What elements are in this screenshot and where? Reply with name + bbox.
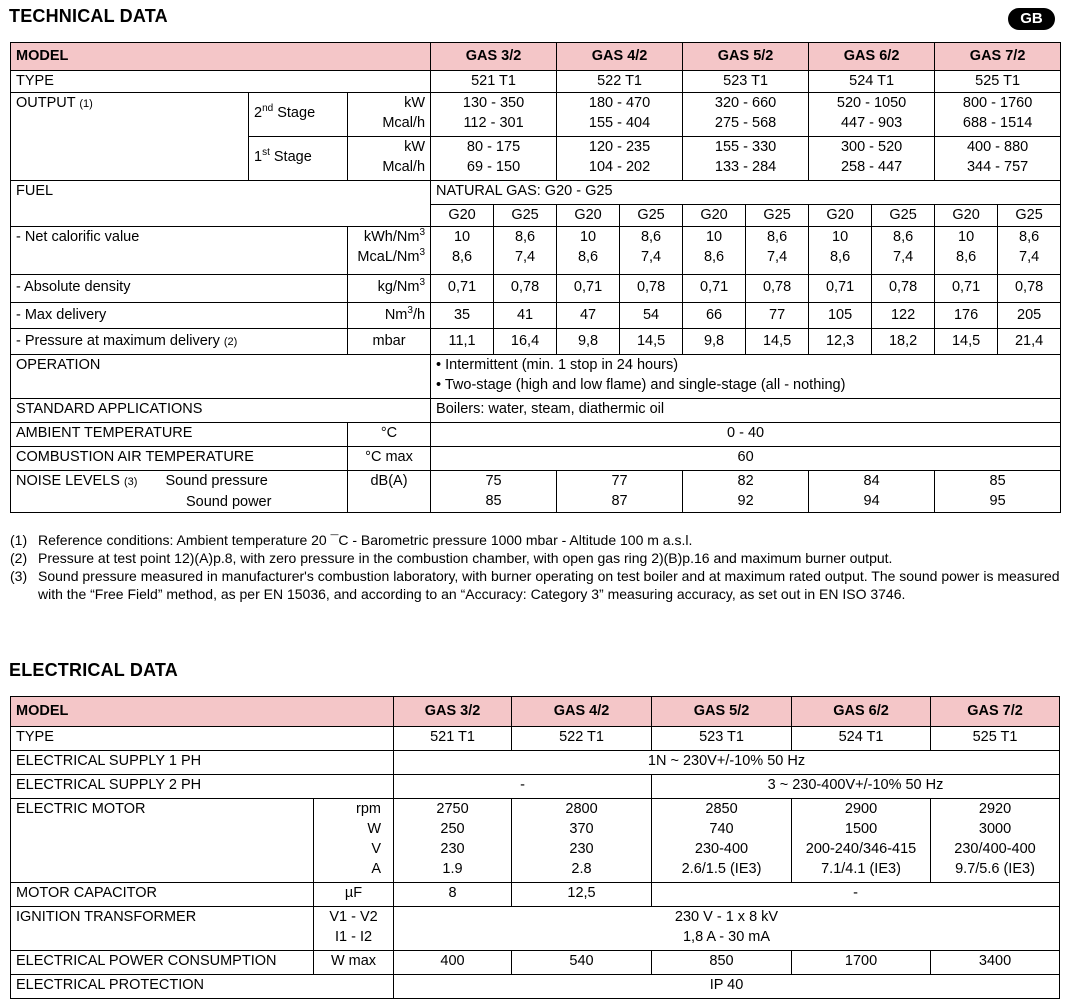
power-value: 400 <box>394 951 512 975</box>
combustion-air-label: COMBUSTION AIR TEMPERATURE <box>11 447 348 471</box>
elec-model-header: GAS 6/2 <box>792 697 931 727</box>
type-value: 523 T1 <box>683 71 809 93</box>
fuel-row <box>11 181 1061 205</box>
type-value: 524 T1 <box>809 71 935 93</box>
supply1-label: ELECTRICAL SUPPLY 1 PH <box>11 751 394 775</box>
pressure-value: 14,5 <box>935 329 998 355</box>
elec-model-label: MODEL <box>11 697 394 727</box>
motor-value: 2800 370 230 2.8 <box>512 799 652 883</box>
output-stage2-row <box>11 93 1061 137</box>
density-value: 0,71 <box>683 275 746 303</box>
capacitor-value: - <box>652 883 1060 907</box>
type-label: TYPE <box>11 71 431 93</box>
ncv-value: 8,6 7,4 <box>494 227 557 275</box>
power-row <box>11 951 1060 975</box>
model-header: GAS 6/2 <box>809 43 935 71</box>
operation-row <box>11 355 1061 399</box>
ignition-label: IGNITION TRANSFORMER <box>11 907 314 951</box>
protection-value: IP 40 <box>394 975 1060 999</box>
elec-model-row <box>11 697 1060 727</box>
footnote: (3) Sound pressure measured in manufacturer's combustion laboratory, with burner operating on test boiler and at maximum rated output. The sound power is measured with the “Free Field” method, as per EN 15036, and according to an “Accuracy: Category 3” measuring accuracy, as set out in EN ISO 3746. <box>10 568 1060 602</box>
supply1-row <box>11 751 1060 775</box>
delivery-row <box>11 303 1061 329</box>
delivery-value: 122 <box>872 303 935 329</box>
ignition-row <box>11 907 1060 951</box>
density-unit: kg/Nm$^3$ <box>348 275 431 303</box>
stage2-value: 320 - 660 275 - 568 <box>683 93 809 137</box>
density-label: - Absolute density <box>11 275 348 303</box>
pressure-value: 14,5 <box>620 329 683 355</box>
elec-type-row <box>11 727 1060 751</box>
combustion-air-unit: °C max <box>348 447 431 471</box>
noise-value: 85 95 <box>935 471 1061 513</box>
gas-header-row <box>11 205 1061 227</box>
model-header: GAS 7/2 <box>935 43 1061 71</box>
footnote: (1) Reference conditions: Ambient temperature 20 ¯C - Barometric pressure 1000 mbar - Altitude 100 m a.s.l. <box>10 532 693 548</box>
combustion-air-value: 60 <box>431 447 1061 471</box>
pressure-value: 12,3 <box>809 329 872 355</box>
supply2-row <box>11 775 1060 799</box>
protection-label: ELECTRICAL PROTECTION <box>11 975 394 999</box>
pressure-value: 9,8 <box>683 329 746 355</box>
stage2-label: 2nd Stage <box>249 93 348 137</box>
model-header: GAS 3/2 <box>431 43 557 71</box>
ncv-label: - Net calorific value <box>11 227 348 275</box>
pressure-value: 11,1 <box>431 329 494 355</box>
density-value: 0,78 <box>998 275 1061 303</box>
electrical-data-title: ELECTRICAL DATA <box>9 660 178 680</box>
ncv-value: 10 8,6 <box>431 227 494 275</box>
power-value: 1700 <box>792 951 931 975</box>
pressure-value: 9,8 <box>557 329 620 355</box>
supply2-label: ELECTRICAL SUPPLY 2 PH <box>11 775 394 799</box>
density-value: 0,71 <box>809 275 872 303</box>
ncv-value: 8,6 7,4 <box>620 227 683 275</box>
ambient-label: AMBIENT TEMPERATURE <box>11 423 348 447</box>
pressure-label: - Pressure at maximum delivery (2) <box>11 329 348 355</box>
motor-value: 2750 250 230 1.9 <box>394 799 512 883</box>
pressure-value: 14,5 <box>746 329 809 355</box>
stage2-value: 180 - 470 155 - 404 <box>557 93 683 137</box>
density-value: 0,78 <box>494 275 557 303</box>
stage2-value: 800 - 1760 688 - 1514 <box>935 93 1061 137</box>
ncv-row <box>11 227 1061 275</box>
delivery-value: 205 <box>998 303 1061 329</box>
gas-header: G20 <box>431 205 494 227</box>
type-row <box>11 71 1061 93</box>
model-label: MODEL <box>11 43 431 71</box>
pressure-row <box>11 329 1061 355</box>
pressure-value: 18,2 <box>872 329 935 355</box>
motor-row <box>11 799 1060 883</box>
capacitor-row <box>11 883 1060 907</box>
gas-header: G25 <box>746 205 809 227</box>
ignition-value: 230 V - 1 x 8 kV 1,8 A - 30 mA <box>394 907 1060 951</box>
delivery-label: - Max delivery <box>11 303 348 329</box>
noise-value: 75 85 <box>431 471 557 513</box>
stage1-value: 155 - 330 133 - 284 <box>683 137 809 181</box>
standard-label: STANDARD APPLICATIONS <box>11 399 431 423</box>
elec-type-value: 524 T1 <box>792 727 931 751</box>
gas-header: G20 <box>557 205 620 227</box>
ncv-value: 8,6 7,4 <box>998 227 1061 275</box>
technical-data-table <box>10 42 1061 513</box>
ncv-value: 10 8,6 <box>935 227 998 275</box>
ignition-units: V1 - V2 I1 - I2 <box>314 907 394 951</box>
stage1-value: 300 - 520 258 - 447 <box>809 137 935 181</box>
delivery-value: 66 <box>683 303 746 329</box>
combustion-air-row <box>11 447 1061 471</box>
power-unit: W max <box>314 951 394 975</box>
ncv-value: 10 8,6 <box>809 227 872 275</box>
power-value: 540 <box>512 951 652 975</box>
gas-header: G25 <box>872 205 935 227</box>
operation-label: OPERATION <box>11 355 431 399</box>
supply2-value: 3 ~ 230-400V+/-10% 50 Hz <box>652 775 1060 799</box>
ambient-value: 0 - 40 <box>431 423 1061 447</box>
stage1-label: 1st Stage <box>249 137 348 181</box>
density-value: 0,78 <box>872 275 935 303</box>
elec-type-value: 522 T1 <box>512 727 652 751</box>
operation-value <box>431 355 1061 399</box>
ncv-value: 8,6 7,4 <box>746 227 809 275</box>
ambient-row <box>11 423 1061 447</box>
stage1-units: kW Mcal/h <box>348 137 431 181</box>
stage1-value: 400 - 880 344 - 757 <box>935 137 1061 181</box>
language-badge: GB <box>1008 8 1055 30</box>
operation-item: • Two-stage (high and low flame) and single-stage (all - nothing) <box>436 375 1055 395</box>
technical-data-title: TECHNICAL DATA <box>9 6 168 26</box>
density-value: 0,71 <box>557 275 620 303</box>
noise-label: NOISE LEVELS (3) Sound pressure Sound power <box>11 471 348 513</box>
gas-header: G25 <box>998 205 1061 227</box>
footnote: (2) Pressure at test point 12)(A)p.8, with zero pressure in the combustion chamber, with open gas ring 2)(B)p.16 and maximum burner output. <box>10 550 893 566</box>
stage1-value: 120 - 235 104 - 202 <box>557 137 683 181</box>
fuel-label: FUEL <box>11 181 431 205</box>
pressure-unit: mbar <box>348 329 431 355</box>
power-value: 3400 <box>931 951 1060 975</box>
gas-header: G20 <box>683 205 746 227</box>
noise-row <box>11 471 1061 513</box>
ambient-unit: °C <box>348 423 431 447</box>
elec-type-value: 521 T1 <box>394 727 512 751</box>
standard-row <box>11 399 1061 423</box>
stage2-value: 520 - 1050 447 - 903 <box>809 93 935 137</box>
ncv-value: 10 8,6 <box>557 227 620 275</box>
elec-type-value: 523 T1 <box>652 727 792 751</box>
delivery-value: 105 <box>809 303 872 329</box>
elec-type-label: TYPE <box>11 727 394 751</box>
delivery-value: 47 <box>557 303 620 329</box>
model-header: GAS 5/2 <box>683 43 809 71</box>
density-value: 0,71 <box>935 275 998 303</box>
delivery-unit: Nm$^3$/h <box>348 303 431 329</box>
type-value: 522 T1 <box>557 71 683 93</box>
gas-header: G25 <box>620 205 683 227</box>
supply2-value: - <box>394 775 652 799</box>
output-label: OUTPUT (1) <box>11 93 249 181</box>
footnotes <box>10 531 1062 603</box>
elec-type-value: 525 T1 <box>931 727 1060 751</box>
elec-model-header: GAS 4/2 <box>512 697 652 727</box>
gas-header: G20 <box>935 205 998 227</box>
noise-value: 82 92 <box>683 471 809 513</box>
gas-header: G20 <box>809 205 872 227</box>
elec-model-header: GAS 7/2 <box>931 697 1060 727</box>
operation-item: • Intermittent (min. 1 stop in 24 hours) <box>436 355 1055 375</box>
model-row <box>11 43 1061 71</box>
noise-value: 84 94 <box>809 471 935 513</box>
delivery-value: 35 <box>431 303 494 329</box>
fuel-value: NATURAL GAS: G20 - G25 <box>431 181 1061 205</box>
delivery-value: 54 <box>620 303 683 329</box>
elec-model-header: GAS 5/2 <box>652 697 792 727</box>
electrical-data-table <box>10 696 1060 999</box>
delivery-value: 77 <box>746 303 809 329</box>
type-value: 521 T1 <box>431 71 557 93</box>
gas-header: G25 <box>494 205 557 227</box>
type-value: 525 T1 <box>935 71 1061 93</box>
ncv-value: 10 8,6 <box>683 227 746 275</box>
noise-unit: dB(A) <box>348 471 431 513</box>
stage2-units: kW Mcal/h <box>348 93 431 137</box>
model-header: GAS 4/2 <box>557 43 683 71</box>
capacitor-value: 12,5 <box>512 883 652 907</box>
density-value: 0,78 <box>620 275 683 303</box>
noise-value: 77 87 <box>557 471 683 513</box>
pressure-value: 21,4 <box>998 329 1061 355</box>
stage1-value: 80 - 175 69 - 150 <box>431 137 557 181</box>
elec-model-header: GAS 3/2 <box>394 697 512 727</box>
capacitor-label: MOTOR CAPACITOR <box>11 883 314 907</box>
density-value: 0,71 <box>431 275 494 303</box>
capacitor-unit: µF <box>314 883 394 907</box>
ncv-value: 8,6 7,4 <box>872 227 935 275</box>
power-label: ELECTRICAL POWER CONSUMPTION <box>11 951 314 975</box>
capacitor-value: 8 <box>394 883 512 907</box>
power-value: 850 <box>652 951 792 975</box>
motor-value: 2850 740 230-400 2.6/1.5 (IE3) <box>652 799 792 883</box>
pressure-value: 16,4 <box>494 329 557 355</box>
standard-value: Boilers: water, steam, diathermic oil <box>431 399 1061 423</box>
motor-value: 2900 1500 200-240/346-415 7.1/4.1 (IE3) <box>792 799 931 883</box>
stage2-value: 130 - 350 112 - 301 <box>431 93 557 137</box>
delivery-value: 41 <box>494 303 557 329</box>
density-row <box>11 275 1061 303</box>
protection-row <box>11 975 1060 999</box>
motor-label: ELECTRIC MOTOR <box>11 799 314 883</box>
supply1-value: 1N ~ 230V+/-10% 50 Hz <box>394 751 1060 775</box>
ncv-units: kWh/Nm$^3$ McaL/Nm$^3$ <box>348 227 431 275</box>
delivery-value: 176 <box>935 303 998 329</box>
density-value: 0,78 <box>746 275 809 303</box>
motor-units: rpm W V A <box>314 799 394 883</box>
motor-value: 2920 3000 230/400-400 9.7/5.6 (IE3) <box>931 799 1060 883</box>
